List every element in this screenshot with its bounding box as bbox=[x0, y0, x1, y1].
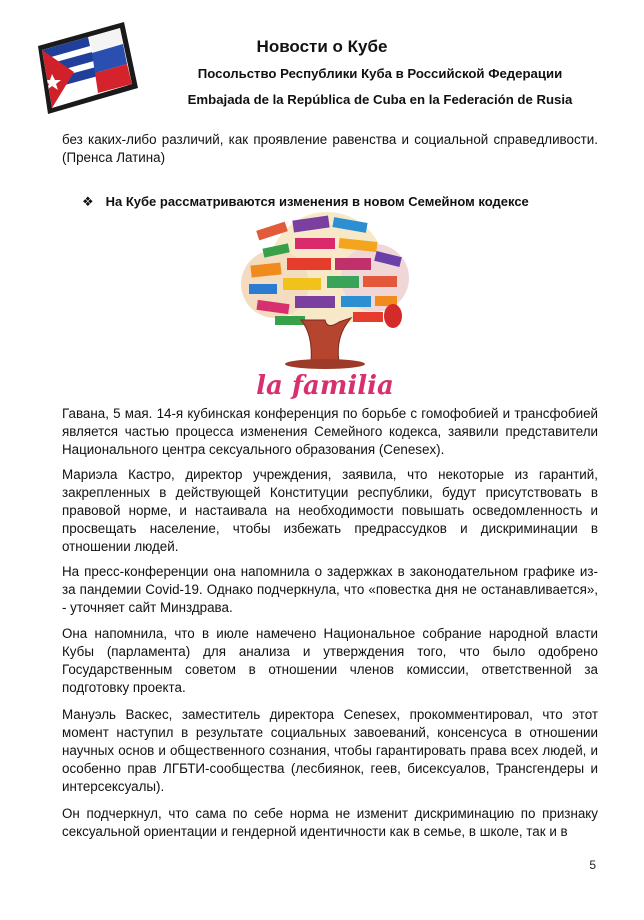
article-paragraph: На пресс-конференции она напомнила о задержках в законодательном графике из-за пандемии Covid-19. Однако подчеркнула, что «повестка дня не останавливается», - уточняет сайт Минздрава. bbox=[62, 564, 598, 615]
article-paragraph: Он подчеркнул, что сама по себе норма не изменит дискриминацию по признаку сексуальной ориентации и гендерной идентичности как в семье, в школе, так и в bbox=[62, 806, 598, 839]
article-heading bbox=[82, 194, 602, 210]
article-paragraph: Она напомнила, что в июле намечено Национальное собрание народной власти Кубы (парламента) для анализа и утверждения того, что было одобрено Государственным советом в отношении членов комиссии, ответственной за подготовку проекта. bbox=[62, 626, 598, 695]
article-paragraph: Гавана, 5 мая. 14-я кубинская конференция по борьбе с гомофобией и трансфобией является частью процесса изменения Семейного кодекса, заявили представители Национального центра сексуального образования (Cenesex). bbox=[62, 406, 598, 457]
family-tree-illustration bbox=[235, 212, 415, 402]
embassy-name-es: Embajada de la República de Cuba en la Federación de Rusia bbox=[187, 92, 573, 107]
page-title: Новости о Кубе bbox=[256, 37, 388, 56]
intro-paragraph: без каких-либо различий, как проявление равенства и социальной справедливости. (Пренса Латина) bbox=[62, 132, 598, 165]
article-paragraph: Мануэль Васкес, заместитель директора Cenesex, прокомментировал, что этот момент наступил в результате социальных завоеваний, консенсуса в отношении научных основ и общественного сознания, чтобы гарантировать права всех людей, и особенно прав ЛГБТИ-сообщества (лесбиянок, геев, бисексуалов, Трансгендеры и интерсексуалы). bbox=[62, 707, 598, 794]
tree-canopy bbox=[241, 212, 409, 328]
tree-trunk bbox=[285, 318, 365, 369]
article-heading-text: На Кубе рассматриваются изменения в новом Семейном кодексе bbox=[105, 194, 529, 209]
page-number: 5 bbox=[589, 858, 596, 872]
embassy-name-ru: Посольство Республики Куба в Российской Федерации bbox=[197, 66, 563, 81]
article-paragraph: Мариэла Кастро, директор учреждения, заявила, что некоторые из гарантий, закрепленных в действующей Конституции республики, будут присутствовать в правовой норме, и настаивала на необходимости повышать осведомленность и просвещать население, чтобы избежать предрассудков и дискриминации в отношении людей. bbox=[62, 467, 598, 554]
image-caption: la familia bbox=[256, 371, 394, 401]
diamond-bullet-icon: ❖ bbox=[82, 194, 94, 209]
